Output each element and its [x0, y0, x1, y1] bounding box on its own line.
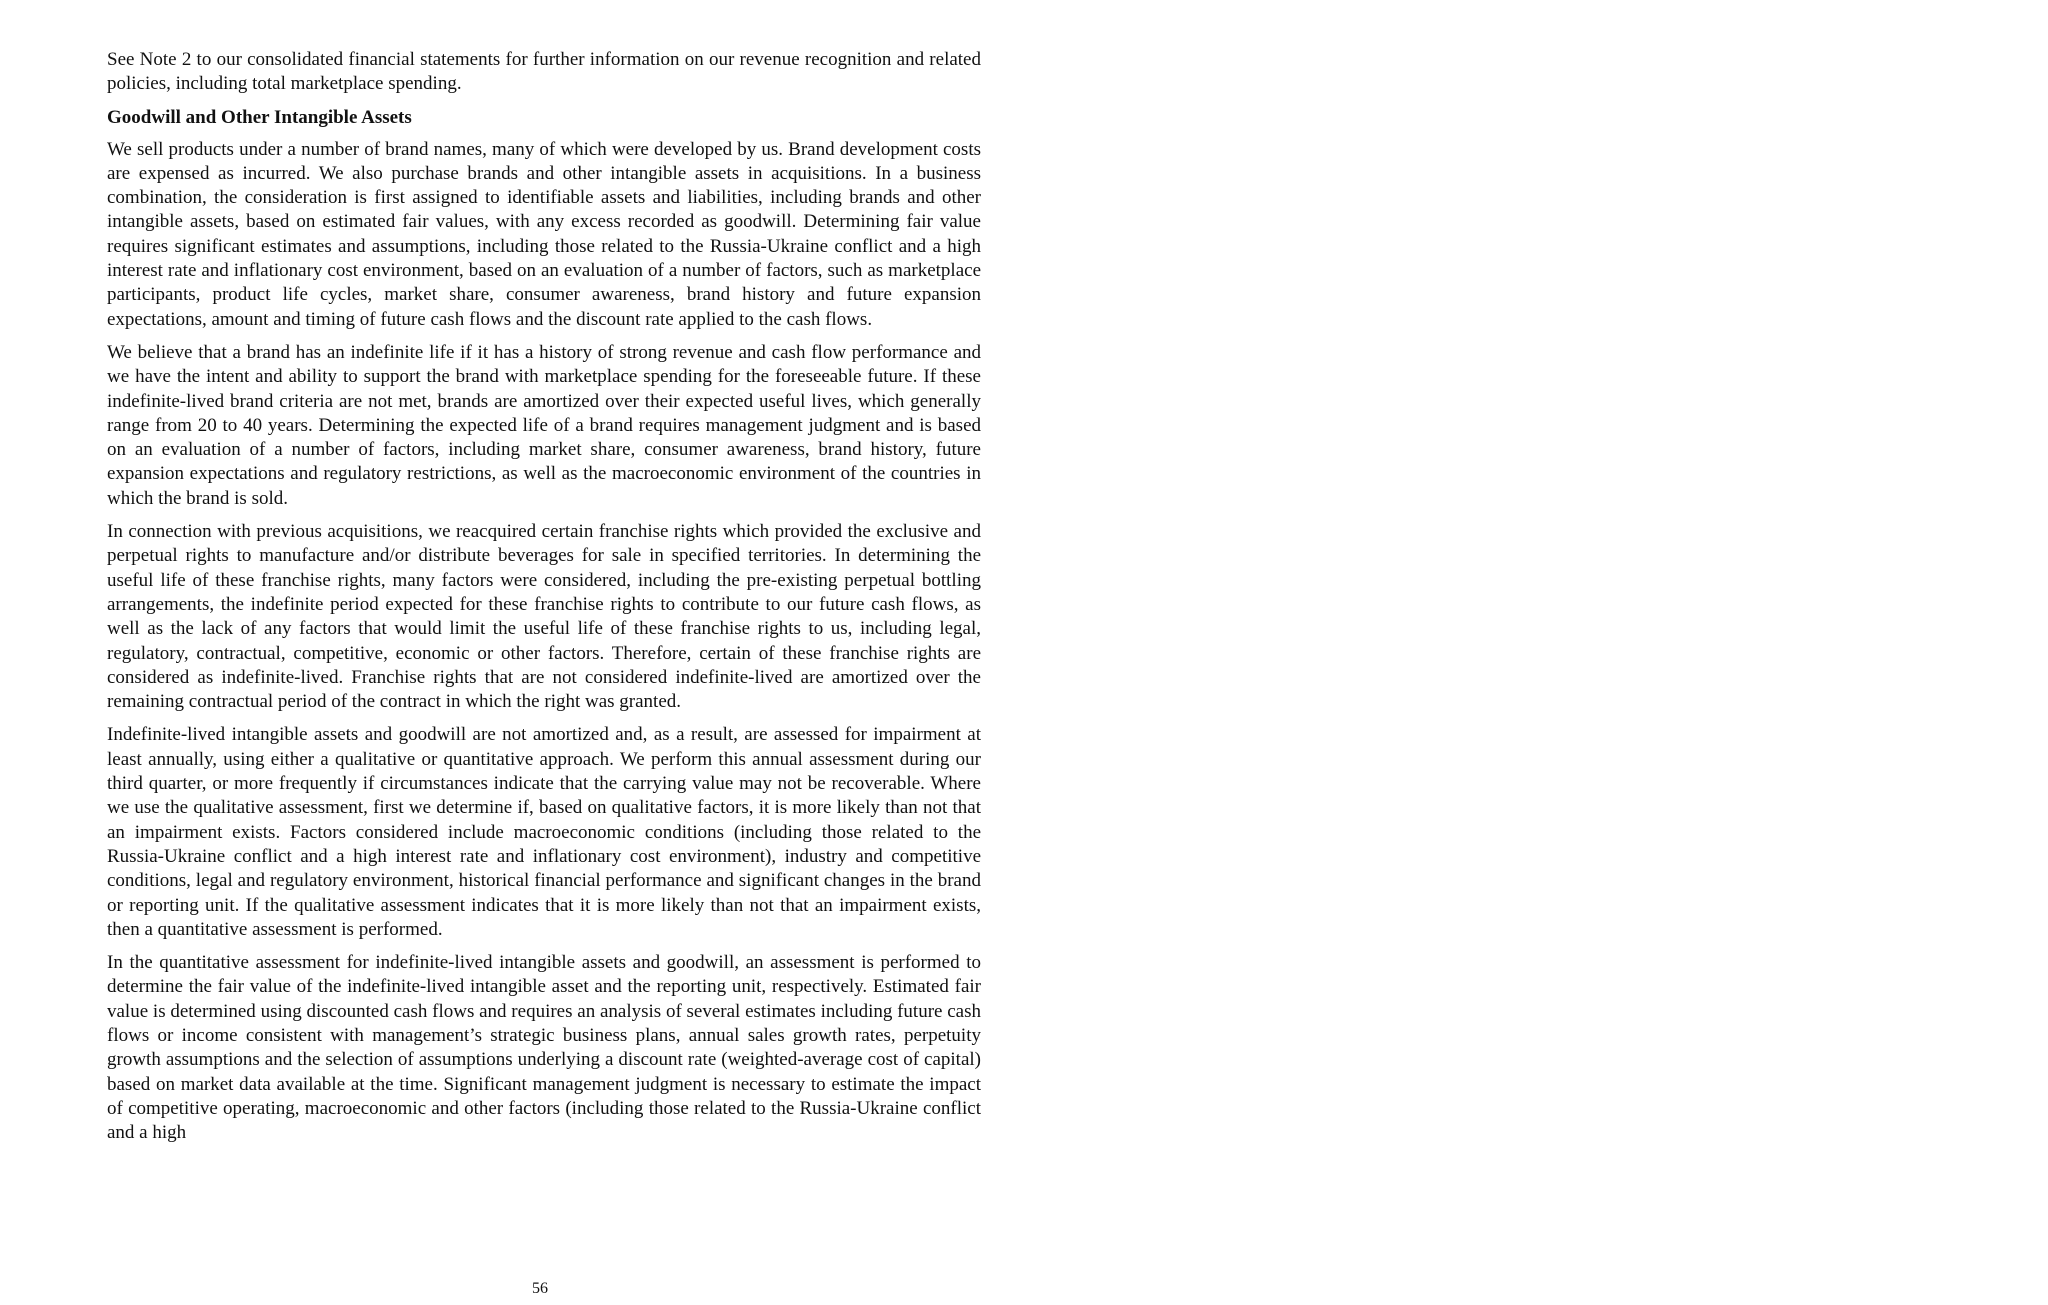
page-number: 56 — [532, 1280, 548, 1297]
document-page — [107, 48, 981, 1154]
paragraph-impairment-assessment: Indefinite-lived intangible assets and goodwill are not amortized and, as a result, are assessed for impairment at least annually, using either a qualitative or quantitative approach. We perform this annual assessment during our third quarter, or more frequently if circumstances indicate that the carrying value may not be recoverable. Where we use the qualitative assessment, first we determine if, based on qualitative factors, it is more likely than not that an impairment exists. Factors considered include macroeconomic conditions (including those related to the Russia-Ukraine conflict and a high interest rate and inflationary cost environment), industry and competitive conditions, legal and regulatory environment, historical financial performance and significant changes in the brand or reporting unit. If the qualitative assessment indicates that it is more likely than not that an impairment exists, then a quantitative assessment is performed. — [107, 724, 981, 940]
paragraph-franchise-rights: In connection with previous acquisitions, we reacquired certain franchise rights which provided the exclusive and perpetual rights to manufacture and/or distribute beverages for sale in specified territories. In determining the useful life of these franchise rights, many factors were considered, including the pre-existing perpetual bottling arrangements, the indefinite period expected for these franchise rights to contribute to our future cash flows, as well as the lack of any factors that would limit the useful life of these franchise rights to us, including legal, regulatory, contractual, competitive, economic or other factors. Therefore, certain of these franchise rights are considered as indefinite-lived. Franchise rights that are not considered indefinite-lived are amortized over the remaining contractual period of the contract in which the right was granted. — [107, 521, 981, 713]
paragraph-brand-names: We sell products under a number of brand names, many of which were developed by us. Brand development costs are expensed as incurred. We also purchase brands and other intangible assets in acquisitions. In a business combination, the consideration is first assigned to identifiable assets and liabilities, including brands and other intangible assets, based on estimated fair values, with any excess recorded as goodwill. Determining fair value requires significant estimates and assumptions, including those related to the Russia-Ukraine conflict and a high interest rate and inflationary cost environment, based on an evaluation of a number of factors, such as marketplace participants, product life cycles, market share, consumer awareness, brand history and future expansion expectations, amount and timing of future cash flows and the discount rate applied to the cash flows. — [107, 138, 981, 330]
paragraph-quantitative-assessment: In the quantitative assessment for indefinite-lived intangible assets and goodwill, an assessment is performed to determine the fair value of the indefinite-lived intangible asset and the reporting unit, respectively. Estimated fair value is determined using discounted cash flows and requires an analysis of several estimates including future cash flows or income consistent with management’s strategic business plans, annual sales growth rates, perpetuity growth assumptions and the selection of assumptions underlying a discount rate (weighted-average cost of capital) based on market data available at the time. Significant management judgment is necessary to estimate the impact of competitive operating, macroeconomic and other factors (including those related to the Russia-Ukraine conflict and a high — [107, 952, 981, 1144]
section-heading: Goodwill and Other Intangible Assets — [107, 106, 412, 128]
paragraph-indefinite-life: We believe that a brand has an indefinite life if it has a history of strong revenue and cash flow performance and we have the intent and ability to support the brand with marketplace spending for the foreseeable future. If these indefinite-lived brand criteria are not met, brands are amortized over their expected useful lives, which generally range from 20 to 40 years. Determining the expected life of a brand requires management judgment and is based on an evaluation of a number of factors, including market share, consumer awareness, brand history, future expansion expectations and regulatory restrictions, as well as the macroeconomic environment of the countries in which the brand is sold. — [107, 341, 981, 509]
intro-paragraph: See Note 2 to our consolidated financial statements for further information on our revenue recognition and related policies, including total marketplace spending. — [107, 49, 981, 95]
